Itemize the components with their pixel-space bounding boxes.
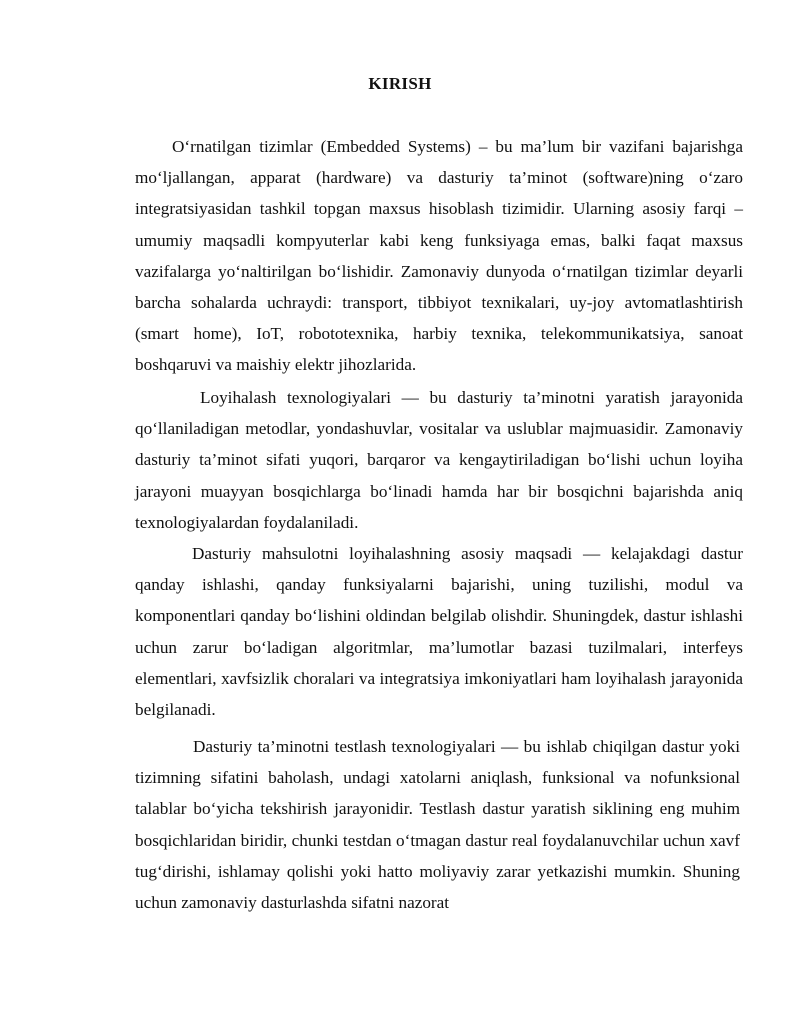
paragraph-testing-technologies: Dasturiy ta’minotni testlash texnologiyalari — bu ishlab chiqilgan dastur yoki tizimning sifatini baholash, undagi xatolarni aniqlash, funksional va nofunksional talablar bo‘yicha tekshirish jarayonidir. Testlash dastur yaratish siklining eng muhim bosqichlaridan biridir, chunki testdan o‘tmagan dastur real foydalanuvchilar uchun xavf tug‘dirishi, ishlamay qolishi yoki hatto moliyaviy zarar yetkazishi mumkin. Shuning uchun zamonaviy dasturlashda sifatni nazorat	[135, 737, 740, 913]
paragraph-design-goal: Dasturiy mahsulotni loyihalashning asosiy maqsadi — kelajakdagi dastur qanday ishlashi, qanday funksiyalarni bajarishi, uning tuzilishi, modul va komponentlari qanday bo‘lishini oldindan belgilab olishdir. Shuningdek, dastur ishlashi uchun zarur bo‘ladigan algoritmlar, ma’lumotlar bazasi tuzilmalari, interfeys elementlari, xavfsizlik choralari va integratsiya imkoniyatlari ham loyihalash jarayonida belgilanadi.	[135, 544, 743, 720]
paragraph-embedded-systems: O‘rnatilgan tizimlar (Embedded Systems) – bu ma’lum bir vazifani bajarishga mo‘ljallangan, apparat (hardware) va dasturiy ta’minot (software)ning o‘zaro integratsiyasidan tashkil topgan maxsus hisoblash tizimidir. Ularning asosiy farqi – umumiy maqsadli kompyuterlar kabi keng funksiyaga emas, balki faqat maxsus vazifalarga yo‘naltirilgan bo‘lishidir. Zamonaviy dunyoda o‘rnatilgan tizimlar deyarli barcha sohalarda uchraydi: transport, tibbiyot texnikalari, uy-joy avtomatlashtirish (smart home), IoT, robototexnika, harbiy texnika, telekommunikatsiya, sanoat boshqaruvi va maishiy elektr jihozlarida.	[135, 137, 743, 375]
page-title: KIRISH	[368, 74, 432, 93]
paragraph-design-technologies: Loyihalash texnologiyalari — bu dasturiy ta’minotni yaratish jarayonida qo‘llaniladigan metodlar, yondashuvlar, vositalar va uslublar majmuasidir. Zamonaviy dasturiy ta’minot sifati yuqori, barqaror va kengaytiriladigan bo‘lishi uchun loyiha jarayoni muayyan bosqichlarga bo‘linadi hamda har bir bosqichni bajarishda aniq texnologiyalardan foydalaniladi.	[135, 388, 743, 532]
